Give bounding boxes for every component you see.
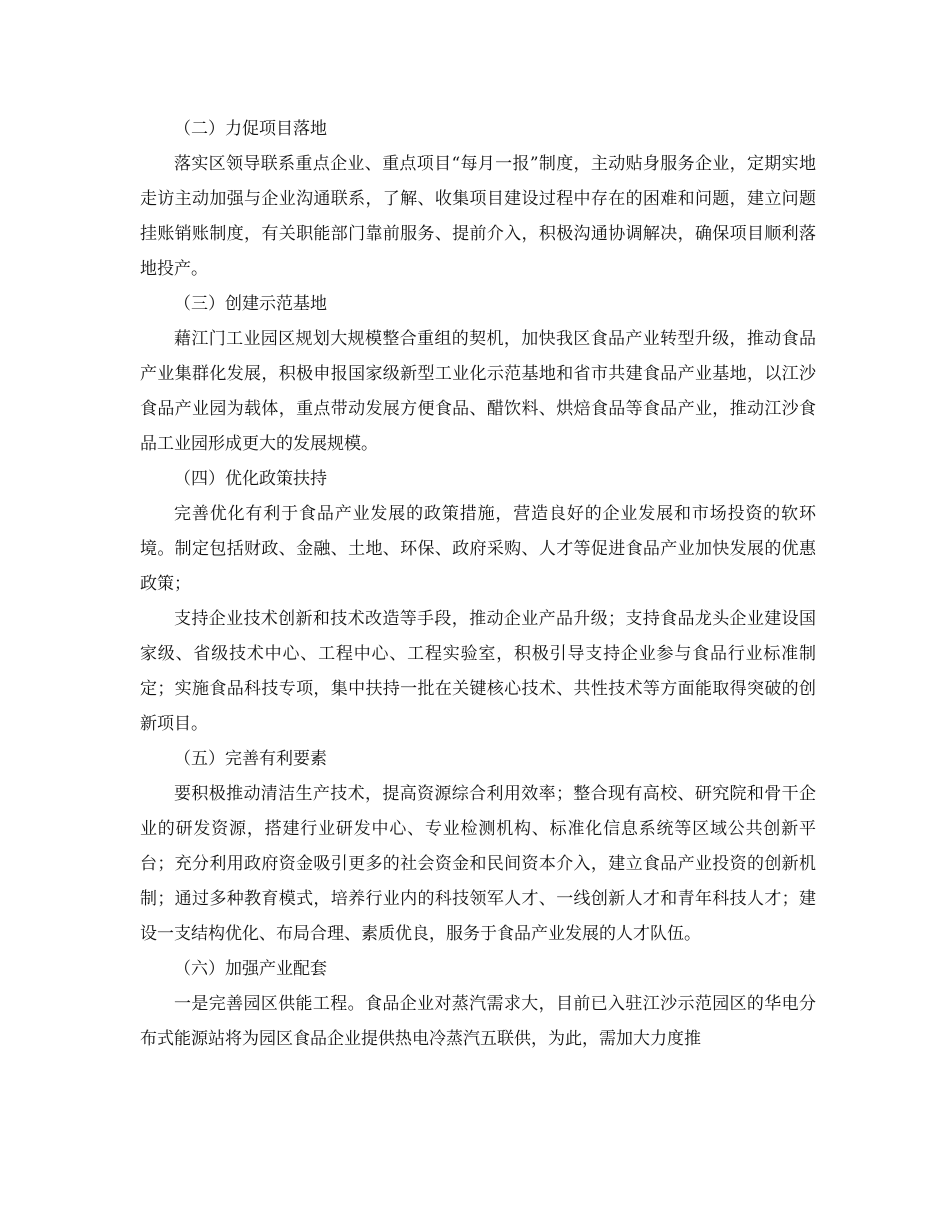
section-heading-5: （五）完善有利要素	[174, 749, 327, 769]
section-heading-2: （二）力促项目落地	[174, 119, 327, 139]
paragraph: 完善优化有利于食品产业发展的政策措施，营造良好的企业发展和市场投资的软环境。制定包括财政、金融、土地、环保、政府采购、人才等促进食品产业加快发展的优惠政策；	[140, 504, 816, 594]
section-heading-6: （六）加强产业配套	[174, 959, 327, 979]
paragraph: 一是完善园区供能工程。食品企业对蒸汽需求大，目前已入驻江沙示范园区的华电分布式能源站将为园区食品企业提供热电冷蒸汽五联供，为此，需加大力度推	[140, 994, 816, 1049]
paragraph: 要积极推动清洁生产技术，提高资源综合利用效率；整合现有高校、研究院和骨干企业的研发资源，搭建行业研发中心、专业检测机构、标准化信息系统等区域公共创新平台；充分利用政府资金吸引更多的社会资金和民间资本介入，建立食品产业投资的创新机制；通过多种教育模式，培养行业内的科技领军人才、一线创新人才和青年科技人才；建设一支结构优化、布局合理、素质优良，服务于食品产业发展的人才队伍。	[140, 784, 816, 944]
section-heading-3: （三）创建示范基地	[174, 294, 327, 314]
paragraph: 藉江门工业园区规划大规模整合重组的契机，加快我区食品产业转型升级，推动食品产业集群化发展，积极申报国家级新型工业化示范基地和省市共建食品产业基地，以江沙食品产业园为载体，重点带动发展方便食品、醋饮料、烘焙食品等食品产业，推动江沙食品工业园形成更大的发展规模。	[140, 329, 816, 454]
document-body	[140, 112, 816, 1057]
paragraph: 落实区领导联系重点企业、重点项目“每月一报”制度，主动贴身服务企业，定期实地走访主动加强与企业沟通联系，了解、收集项目建设过程中存在的困难和问题，建立问题挂账销账制度，有关职能部门靠前服务、提前介入，积极沟通协调解决，确保项目顺利落地投产。	[140, 154, 816, 279]
section-heading-4: （四）优化政策扶持	[174, 469, 327, 489]
paragraph: 支持企业技术创新和技术改造等手段，推动企业产品升级；支持食品龙头企业建设国家级、省级技术中心、工程中心、工程实验室，积极引导支持企业参与食品行业标准制定；实施食品科技专项，集中扶持一批在关键核心技术、共性技术等方面能取得突破的创新项目。	[140, 609, 816, 734]
